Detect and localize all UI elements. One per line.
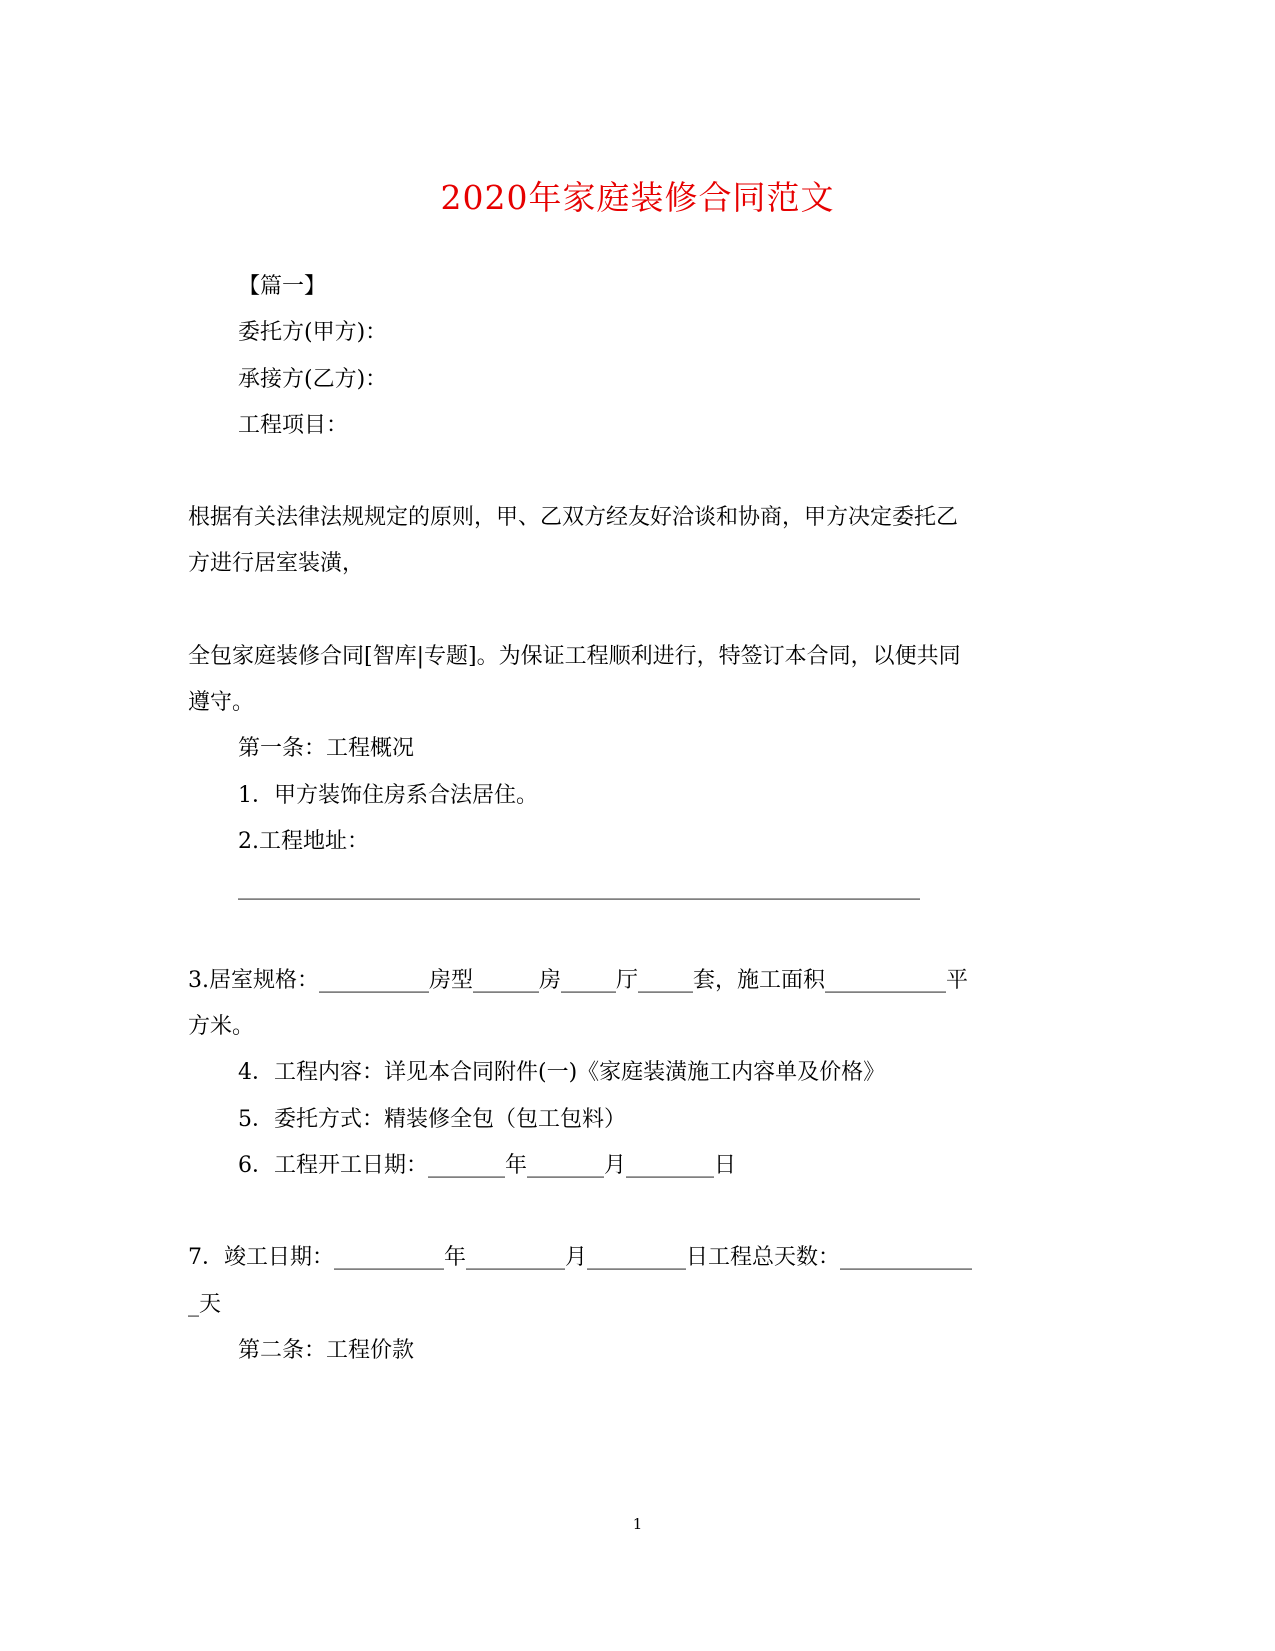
- paragraph-line: 方进行居室装潢，: [188, 551, 365, 576]
- page-number: 1: [632, 1515, 643, 1533]
- article-heading: 第一条：工程概况: [238, 736, 415, 761]
- address-blank-line: ______________________________________________________________: [238, 875, 920, 900]
- paragraph-line: 根据有关法律法规规定的原则，甲、乙双方经友好洽谈和协商，甲方决定委托乙: [188, 505, 959, 530]
- paragraph-line: 遵守。: [188, 690, 255, 715]
- clause-line: 7．竣工日期：__________年_________月_________日工程总天数：____________: [188, 1245, 972, 1270]
- section-heading: 【篇一】: [238, 274, 327, 299]
- clause-line: _天: [188, 1292, 222, 1317]
- clause-line: 方米。: [188, 1014, 255, 1039]
- client-party-line: 委托方(甲方)：: [238, 320, 388, 345]
- clause-line: 6．工程开工日期：_______年_______月________日: [238, 1153, 736, 1178]
- contractor-party-line: 承接方(乙方)：: [238, 367, 388, 392]
- document-title: 2020年家庭装修合同范文: [440, 178, 835, 217]
- clause-line: 2.工程地址：: [238, 829, 369, 854]
- project-line: 工程项目：: [238, 413, 349, 438]
- clause-line: 4．工程内容：详见本合同附件(一)《家庭装潢施工内容单及价格》: [238, 1060, 886, 1085]
- clause-line: 5．委托方式：精装修全包（包工包料）: [238, 1107, 626, 1132]
- clause-line: 3.居室规格：__________房型______房_____厅_____套，施工面积___________平: [188, 968, 968, 993]
- paragraph-line: 全包家庭装修合同[智库|专题]。为保证工程顺利进行，特签订本合同，以便共同: [188, 644, 961, 669]
- clause-line: 1．甲方装饰住房系合法居住。: [238, 783, 538, 808]
- article-heading: 第二条：工程价款: [238, 1338, 415, 1363]
